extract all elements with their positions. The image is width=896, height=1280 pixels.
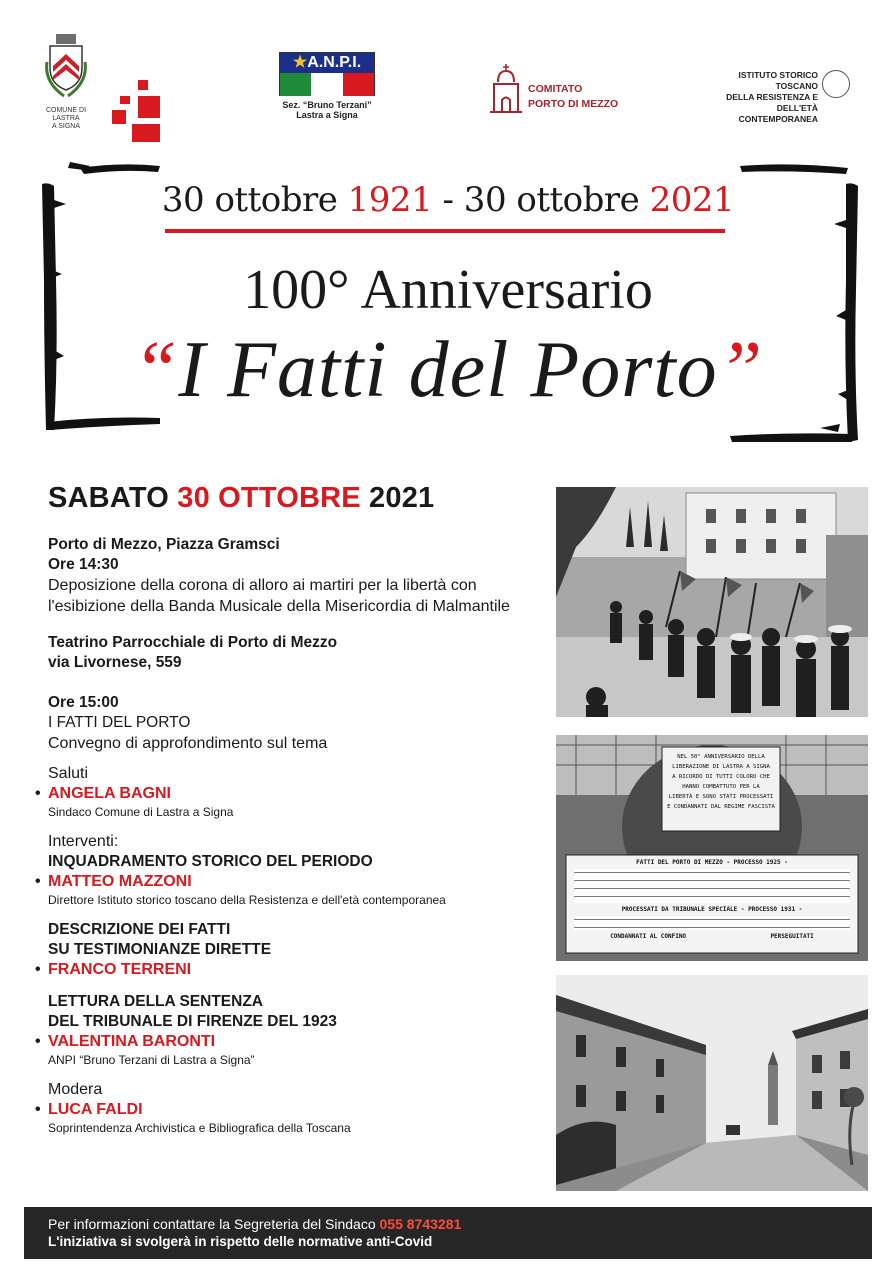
anpi-badge bbox=[279, 52, 375, 96]
plaque-heading-3: CONDANNATI AL CONFINO bbox=[610, 933, 687, 940]
plaque-names-1 bbox=[574, 869, 850, 903]
contact-phone[interactable]: 055 8743281 bbox=[379, 1216, 462, 1232]
plaque-line-2: LIBERAZIONE DI LASTRA A SIGNA bbox=[672, 764, 770, 770]
talk-2-title-1: DESCRIZIONE DEI FATTI bbox=[48, 921, 231, 938]
modera-role: Soprintendenza Archivistica e Bibliografica della Toscana bbox=[48, 1121, 351, 1135]
talk-2-block bbox=[48, 920, 548, 980]
venue-line-1: Teatrino Parrocchiale di Porto di Mezzo bbox=[48, 634, 338, 651]
afternoon-title: I FATTI DEL PORTO bbox=[48, 714, 191, 731]
comune-caption-1: COMUNE DI bbox=[45, 107, 87, 114]
saluti-speaker: • ANGELA BAGNI bbox=[48, 784, 548, 804]
event-title bbox=[0, 325, 896, 416]
talk-3-role: ANPI “Bruno Terzani di Lastra a Signa” bbox=[48, 1053, 255, 1067]
morning-description: Deposizione della corona di alloro ai martiri per la libertà con l'esibizione della Banda Musicale della Misericordia di Malmantile bbox=[48, 577, 510, 615]
anniversary-dates bbox=[0, 180, 896, 220]
plaque-line-3: A RICORDO DI TUTTI COLORO CHE bbox=[672, 774, 770, 780]
comune-caption-3: A SIGNA bbox=[51, 123, 80, 130]
morning-place: Porto di Mezzo, Piazza Gramsci bbox=[48, 536, 280, 553]
anpi-caption-1: Sez. “Bruno Terzani” bbox=[282, 100, 372, 110]
photo-procession bbox=[556, 487, 868, 717]
plaque-line-4: HANNO COMBATTUTO PER LA bbox=[682, 784, 760, 790]
afternoon-time: Ore 15:00 bbox=[48, 694, 119, 711]
contact-line bbox=[48, 1215, 872, 1233]
plaque-line-5: LIBERTÀ E SONO STATI PROCESSATI bbox=[668, 794, 774, 800]
saluti-block bbox=[48, 764, 548, 820]
istituto-line-3: DELL'ETÀ CONTEMPORANEA bbox=[738, 103, 818, 124]
venue-block bbox=[48, 633, 548, 673]
comune-crest-icon bbox=[44, 32, 88, 102]
talk-2-title-2: SU TESTIMONIANZE DIRETTE bbox=[48, 941, 272, 958]
afternoon-description: Convegno di approfondimento sul tema bbox=[48, 735, 328, 752]
afternoon-block bbox=[48, 693, 548, 754]
date-a-year: 1921 bbox=[347, 180, 433, 220]
anpi-caption-2: Lastra a Signa bbox=[296, 110, 358, 120]
saluti-role: Sindaco Comune di Lastra a Signa bbox=[48, 805, 234, 819]
day-weekday: SABATO bbox=[48, 482, 178, 514]
talk-2-speaker: • FRANCO TERRENI bbox=[48, 960, 548, 980]
plaque-heading-2: PROCESSATI DA TRIBUNALE SPECIALE - PROCESSO 1931 - bbox=[621, 906, 803, 913]
saluti-label: Saluti bbox=[48, 765, 89, 782]
event-title-text: I Fatti del Porto bbox=[178, 326, 718, 414]
program bbox=[48, 482, 548, 1152]
red-divider bbox=[165, 229, 725, 233]
anniversary-heading: 100° Anniversario bbox=[243, 259, 653, 321]
church-icon bbox=[488, 62, 524, 116]
talk-3-block bbox=[48, 992, 548, 1068]
comitato-logo bbox=[488, 62, 638, 116]
plaque-text-top bbox=[662, 752, 780, 812]
date-a-text: 30 ottobre bbox=[161, 180, 348, 220]
plaque-line-6: E CONDANNATI DAL REGIME FASCISTA bbox=[667, 804, 775, 810]
quote-close: ” bbox=[717, 326, 764, 414]
morning-block bbox=[48, 535, 548, 617]
plaque-heading-1: FATTI DEL PORTO DI MEZZO - PROCESSO 1925 - bbox=[636, 859, 788, 866]
event-day bbox=[48, 482, 548, 515]
talk-1-speaker: • MATTEO MAZZONI bbox=[48, 872, 548, 892]
day-year: 2021 bbox=[360, 482, 435, 514]
date-b-year: 2021 bbox=[649, 180, 735, 220]
day-date: 30 OTTOBRE bbox=[177, 482, 361, 514]
anpi-star-icon: ★ bbox=[292, 54, 308, 71]
quote-open: “ bbox=[132, 326, 179, 414]
talk-1-title: INQUADRAMENTO STORICO DEL PERIODO bbox=[48, 853, 373, 870]
istituto-emblem-icon bbox=[822, 70, 850, 98]
procession-photo-image bbox=[556, 487, 868, 717]
morning-time: Ore 14:30 bbox=[48, 556, 119, 573]
interventi-label: Interventi: bbox=[48, 833, 119, 850]
date-separator: - 30 ottobre bbox=[432, 180, 650, 220]
modera-label: Modera bbox=[48, 1081, 103, 1098]
comune-caption-2: LASTRA bbox=[52, 115, 80, 122]
modera-speaker: • LUCA FALDI bbox=[48, 1100, 548, 1120]
plaque-heading-4: PERSEGUITATI bbox=[770, 933, 814, 940]
red-squares-logo-icon bbox=[112, 80, 162, 142]
talk-3-title-2: DEL TRIBUNALE DI FIRENZE DEL 1923 bbox=[48, 1013, 337, 1030]
covid-note: L'iniziativa si svolgerà in rispetto delle normative anti-Covid bbox=[48, 1234, 433, 1249]
comune-logo bbox=[36, 32, 96, 131]
istituto-line-2: DELLA RESISTENZA E bbox=[726, 92, 818, 102]
plaque-names-2 bbox=[574, 916, 850, 930]
venue-line-2: via Livornese, 559 bbox=[48, 654, 182, 671]
modera-block bbox=[48, 1080, 548, 1136]
talk-1-block bbox=[48, 832, 548, 908]
plaque-text-bottom bbox=[568, 858, 856, 941]
photo-street bbox=[556, 975, 868, 1191]
comitato-line-2: PORTO DI MEZZO bbox=[528, 98, 619, 110]
talk-1-role: Direttore Istituto storico toscano della Resistenza e dell'età contemporanea bbox=[48, 893, 446, 907]
italian-flag-icon bbox=[280, 73, 374, 96]
comitato-line-1: COMITATO bbox=[528, 83, 583, 95]
street-photo-image bbox=[556, 975, 868, 1191]
talk-3-title-1: LETTURA DELLA SENTENZA bbox=[48, 993, 263, 1010]
anpi-logo bbox=[268, 52, 386, 120]
contact-text: Per informazioni contattare la Segreteria del Sindaco bbox=[48, 1216, 380, 1232]
istituto-logo bbox=[700, 70, 860, 125]
istituto-line-1: ISTITUTO STORICO TOSCANO bbox=[738, 70, 818, 91]
talk-3-speaker: • VALENTINA BARONTI bbox=[48, 1032, 548, 1052]
info-footer bbox=[24, 1207, 872, 1259]
plaque-line-1: NEL 50° ANNIVERSARIO DELLA bbox=[677, 754, 765, 760]
anpi-name: A.N.P.I. bbox=[307, 54, 362, 71]
